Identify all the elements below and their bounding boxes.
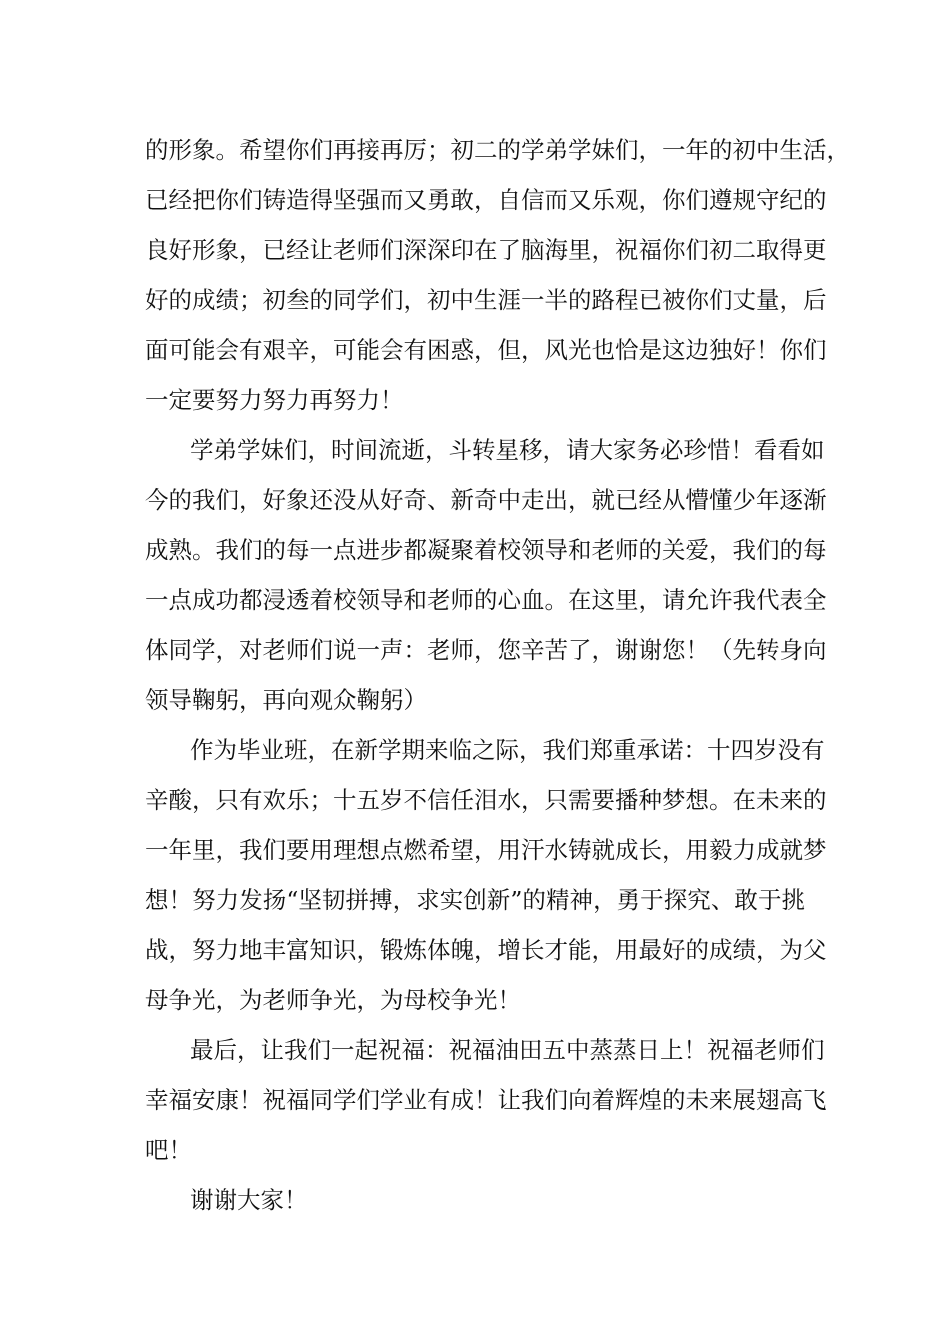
text-line: 一定要努力努力再努力！: [145, 386, 404, 414]
text-line: 幸福安康！祝福同学们学业有成！让我们向着辉煌的未来展翅高飞: [145, 1086, 827, 1114]
text-line: 母争光，为老师争光，为母校争光！: [145, 986, 521, 1014]
text-line: 吧！: [145, 1136, 192, 1164]
text-line: 体同学，对老师们说一声：老师，您辛苦了，谢谢您！（先转身向: [145, 636, 827, 664]
text-line: 好的成绩；初叁的同学们，初中生涯一半的路程已被你们丈量，后: [145, 286, 827, 314]
text-line: 良好形象，已经让老师们深深印在了脑海里，祝福你们初二取得更: [145, 236, 827, 264]
closing-line: 谢谢大家！: [190, 1186, 308, 1214]
text-line: 已经把你们铸造得坚强而又勇敢，自信而又乐观，你们遵规守纪的: [145, 186, 827, 214]
paragraph-first-line: 学弟学妹们，时间流逝，斗转星移，请大家务必珍惜！看看如: [190, 436, 825, 464]
text-line: 想！努力发扬“坚韧拼搏，求实创新”的精神，勇于探究、敢于挑: [145, 886, 805, 914]
paragraph-first-line: 作为毕业班，在新学期来临之际，我们郑重承诺：十四岁没有: [190, 736, 825, 764]
paragraph-first-line: 最后，让我们一起祝福：祝福油田五中蒸蒸日上！祝福老师们: [190, 1036, 825, 1064]
text-line: 成熟。我们的每一点进步都凝聚着校领导和老师的关爱，我们的每: [145, 536, 827, 564]
text-line: 战，努力地丰富知识，锻炼体魄，增长才能，用最好的成绩，为父: [145, 936, 827, 964]
text-line: 的形象。希望你们再接再厉；初二的学弟学妹们，一年的初中生活，: [145, 136, 850, 164]
text-line: 面可能会有艰辛，可能会有困惑，但，风光也恰是这边独好！你们: [145, 336, 827, 364]
text-line: 领导鞠躬，再向观众鞠躬）: [145, 686, 427, 714]
text-line: 今的我们，好象还没从好奇、新奇中走出，就已经从懵懂少年逐渐: [145, 486, 827, 514]
text-line: 一年里，我们要用理想点燃希望，用汗水铸就成长，用毅力成就梦: [145, 836, 827, 864]
text-line: 一点成功都浸透着校领导和老师的心血。在这里，请允许我代表全: [145, 586, 827, 614]
text-line: 辛酸，只有欢乐；十五岁不信任泪水，只需要播种梦想。在未来的: [145, 786, 827, 814]
